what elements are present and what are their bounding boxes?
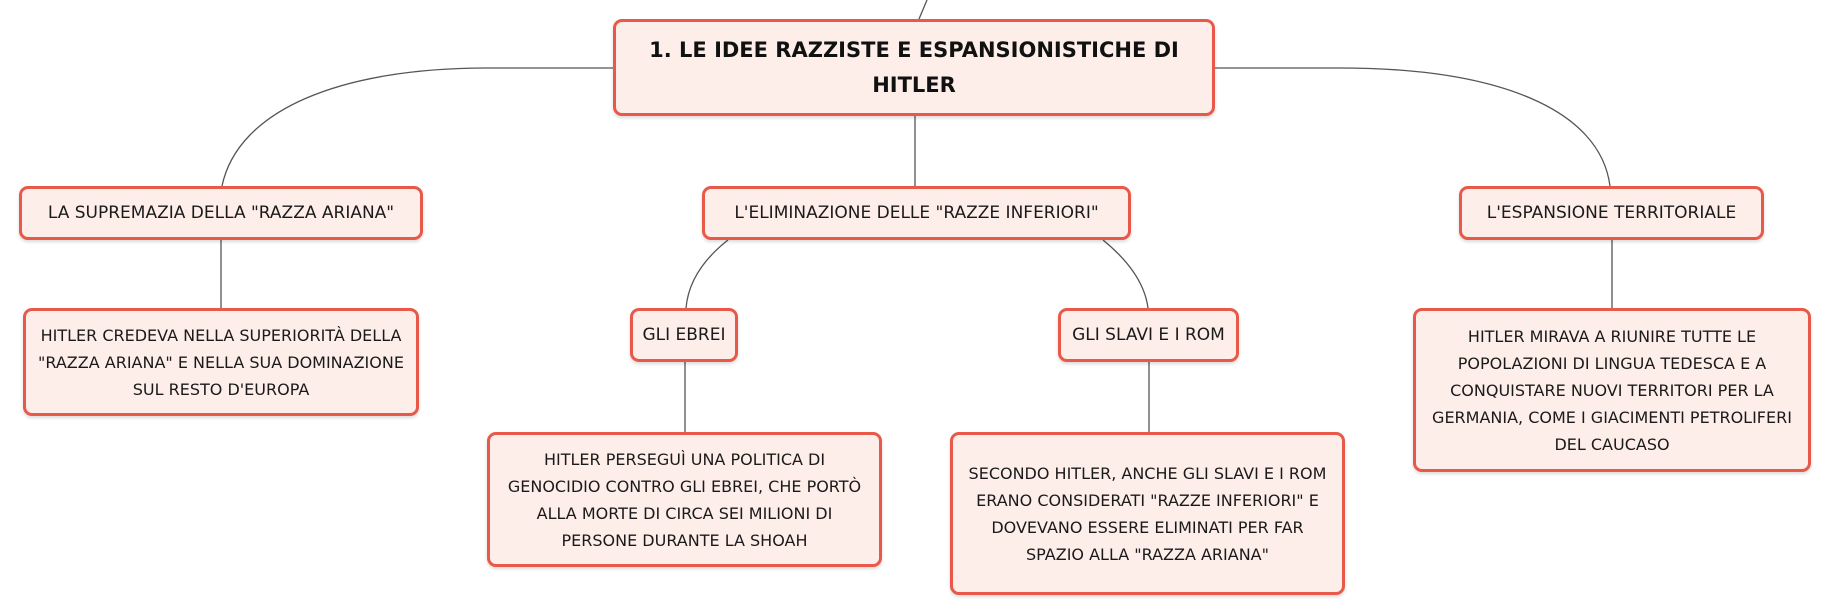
topic-eliminazione[interactable] <box>702 186 1131 240</box>
topic-supremazia-label: LA SUPREMAZIA DELLA "RAZZA ARIANA" <box>47 203 395 223</box>
root-topic-label: 1. LE IDEE RAZZISTE E ESPANSIONISTICHE DI HITLER <box>649 37 1179 97</box>
detail-slavi-text: SECONDO HITLER, ANCHE GLI SLAVI E I ROM ERANO CONSIDERATI "RAZZE INFERIORI" E DOVEVANO ESSERE ELIMINATI PER FAR SPAZIO ALLA "RAZZA ARIANA" <box>968 463 1327 564</box>
topic-espansione[interactable] <box>1459 186 1764 240</box>
subtopic-ebrei[interactable] <box>630 308 738 362</box>
connector-eliminazione-ebrei <box>686 240 728 308</box>
detail-slavi[interactable] <box>950 432 1345 595</box>
detail-ebrei[interactable] <box>487 432 882 567</box>
topic-supremazia[interactable] <box>19 186 423 240</box>
detail-supremazia[interactable] <box>23 308 419 416</box>
detail-espansione-text: HITLER MIRAVA A RIUNIRE TUTTE LE POPOLAZIONI DI LINGUA TEDESCA E A CONQUISTARE NUOVI TERRITORI PER LA GERMANIA, COME I GIACIMENTI PETROLIFERI DEL CAUCASO <box>1432 326 1792 454</box>
root-topic[interactable] <box>613 19 1215 116</box>
detail-supremazia-text: HITLER CREDEVA NELLA SUPERIORITÀ DELLA "RAZZA ARIANA" E NELLA SUA DOMINAZIONE SUL RESTO D'EUROPA <box>38 325 404 399</box>
parent-connector <box>919 0 927 19</box>
subtopic-slavi[interactable] <box>1058 308 1239 362</box>
connector-root-espansione <box>1215 68 1610 186</box>
detail-espansione[interactable] <box>1413 308 1811 472</box>
connector-root-supremazia <box>222 68 613 186</box>
subtopic-ebrei-label: GLI EBREI <box>642 325 726 345</box>
topic-espansione-label: L'ESPANSIONE TERRITORIALE <box>1486 203 1737 223</box>
subtopic-slavi-label: GLI SLAVI E I ROM <box>1072 325 1225 345</box>
connector-eliminazione-slavi <box>1103 240 1148 308</box>
detail-ebrei-text: HITLER PERSEGUÌ UNA POLITICA DI GENOCIDIO CONTRO GLI EBREI, CHE PORTÒ ALLA MORTE DI CIRCA SEI MILIONI DI PERSONE DURANTE LA SHOAH <box>507 449 862 550</box>
topic-eliminazione-label: L'ELIMINAZIONE DELLE "RAZZE INFERIORI" <box>734 203 1099 223</box>
